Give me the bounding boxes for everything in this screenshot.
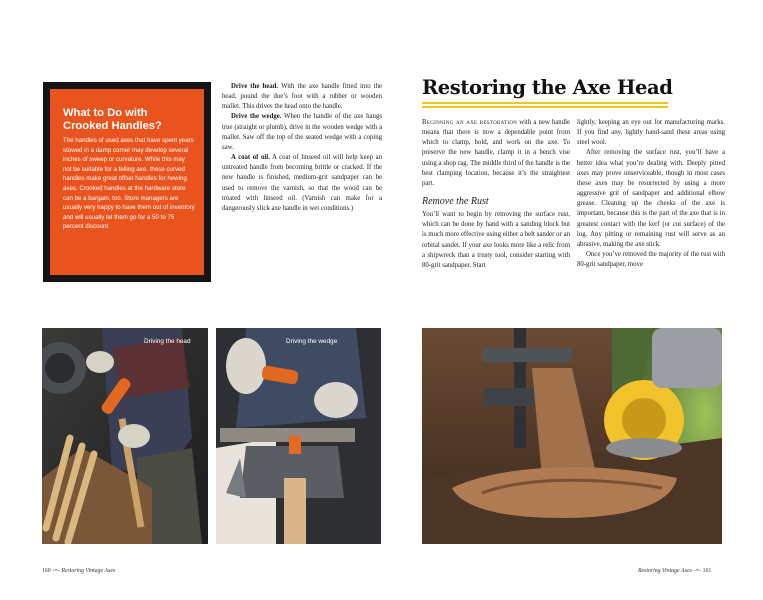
heading-rule: [422, 106, 668, 108]
intro-paragraph: [422, 118, 570, 189]
col2-paragraph: Once you’ve removed the majority of the rust with 80-grit sandpaper, move: [577, 251, 725, 269]
subhead-remove-rust: Remove the Rust: [422, 196, 489, 208]
intro-smallcaps: Beginning an axe restoration: [422, 119, 518, 126]
left-page-number: 160: [42, 568, 51, 574]
photo-driving-head: [42, 328, 208, 544]
intro-text: with a new handle means that there is now a dependable point from which to clamp, hold, and work on the axe. To preserve the new handle, clamp it in a bench vise using a shop rag. The middle third of the handle is the best clamping location, because it’s the straightest part.: [422, 119, 571, 187]
right-footer-title: Restoring Vintage Axes: [638, 568, 692, 574]
heading-rule: [422, 102, 668, 104]
step-coat-oil: [222, 153, 382, 214]
sidebar-box: [43, 82, 211, 282]
sidebar-panel: [50, 89, 204, 275]
photo-sanding-axe-head: [422, 328, 722, 544]
footer-dash: –•–: [52, 568, 62, 574]
sidebar-body: The handles of used axes that have spent years stowed in a damp corner may develop several inches of sweep or curvature. While this may not be suitable for a felling axe, these curved handles make great offset handles for hewing axes. Crooked handles at the hardware store can be a bargain, too. Store managers are usually very happy to have them out of inventory and will usually let them go for a 50 to 75 percent discount.: [63, 137, 195, 231]
photo-driving-head-image: [42, 328, 208, 544]
step-lead: Drive the head.: [231, 83, 279, 90]
rust-paragraph: You’ll want to begin by removing the surface rust, which can be done by hand with a sanding block but is much more effective using either a belt sander or an orbital sander. If your axe looks more like a relic from a shipwreck than a trusty tool, consider starting with 80-grit sandpaper. Start: [422, 211, 570, 269]
right-page-column-1: [422, 118, 570, 271]
photo1-caption: Driving the head: [144, 338, 191, 345]
step-drive-wedge: [222, 112, 382, 153]
right-page-number: 161: [702, 568, 712, 574]
left-footer: [42, 568, 115, 574]
photo-driving-wedge: [216, 328, 381, 544]
step-text: When the handle of the axe hangs true (straight or plumb), drive in the wooden wedge with a mallet. Saw off the top of the seated wedge with a coping saw.: [222, 113, 382, 151]
photo-sanding-image: [422, 328, 722, 544]
page-title: Restoring the Axe Head: [422, 76, 673, 99]
sidebar-title: What to Do with Crooked Handles?: [63, 107, 162, 132]
col2-paragraph: lightly, keeping an eye out for manufacturing marks. If you find any, lightly hand-sand these areas using steel wool.: [577, 119, 725, 147]
step-text: With the axe handle fitted into the head, pound the doe’s foot with a rubber or wooden mallet. This drives the head onto the handle.: [222, 83, 382, 111]
step-text: A coat of linseed oil will help keep an untreated handle from becoming brittle or cracked. If the new handle is finished, medium-grit sandpaper can be used to remove the varnish, so that the wood can be treated with linseed oil. (Varnish can make for a dangerously slick axe handle in wet conditions.): [222, 154, 382, 212]
step-lead: Drive the wedge.: [231, 113, 282, 121]
step-lead: A coat of oil.: [231, 154, 270, 162]
col2-paragraph: After removing the surface rust, you’ll have a better idea what you’re dealing with. Deeply pitted axes may prove unserviceable, though in most cases these axes may be resurrected by using a more aggressive grit of sandpaper and additional elbow grease. Cleaning up the cheeks of the axe is important, because this is the part of the axe that is in greatest contact with the kerf (or cut surface) of the log. Any pitting or remaining rust will serve as an abrasive, making the axe stick.: [577, 149, 725, 248]
photo-driving-wedge-image: [216, 328, 381, 544]
right-footer: [638, 568, 711, 574]
right-page-column-2: [577, 118, 725, 270]
footer-dash: –•–: [693, 568, 703, 574]
left-footer-title: Restoring Vintage Axes: [61, 568, 116, 574]
photo2-caption: Driving the wedge: [286, 338, 338, 345]
step-drive-head: [222, 82, 382, 112]
left-page-steps: [222, 82, 382, 214]
